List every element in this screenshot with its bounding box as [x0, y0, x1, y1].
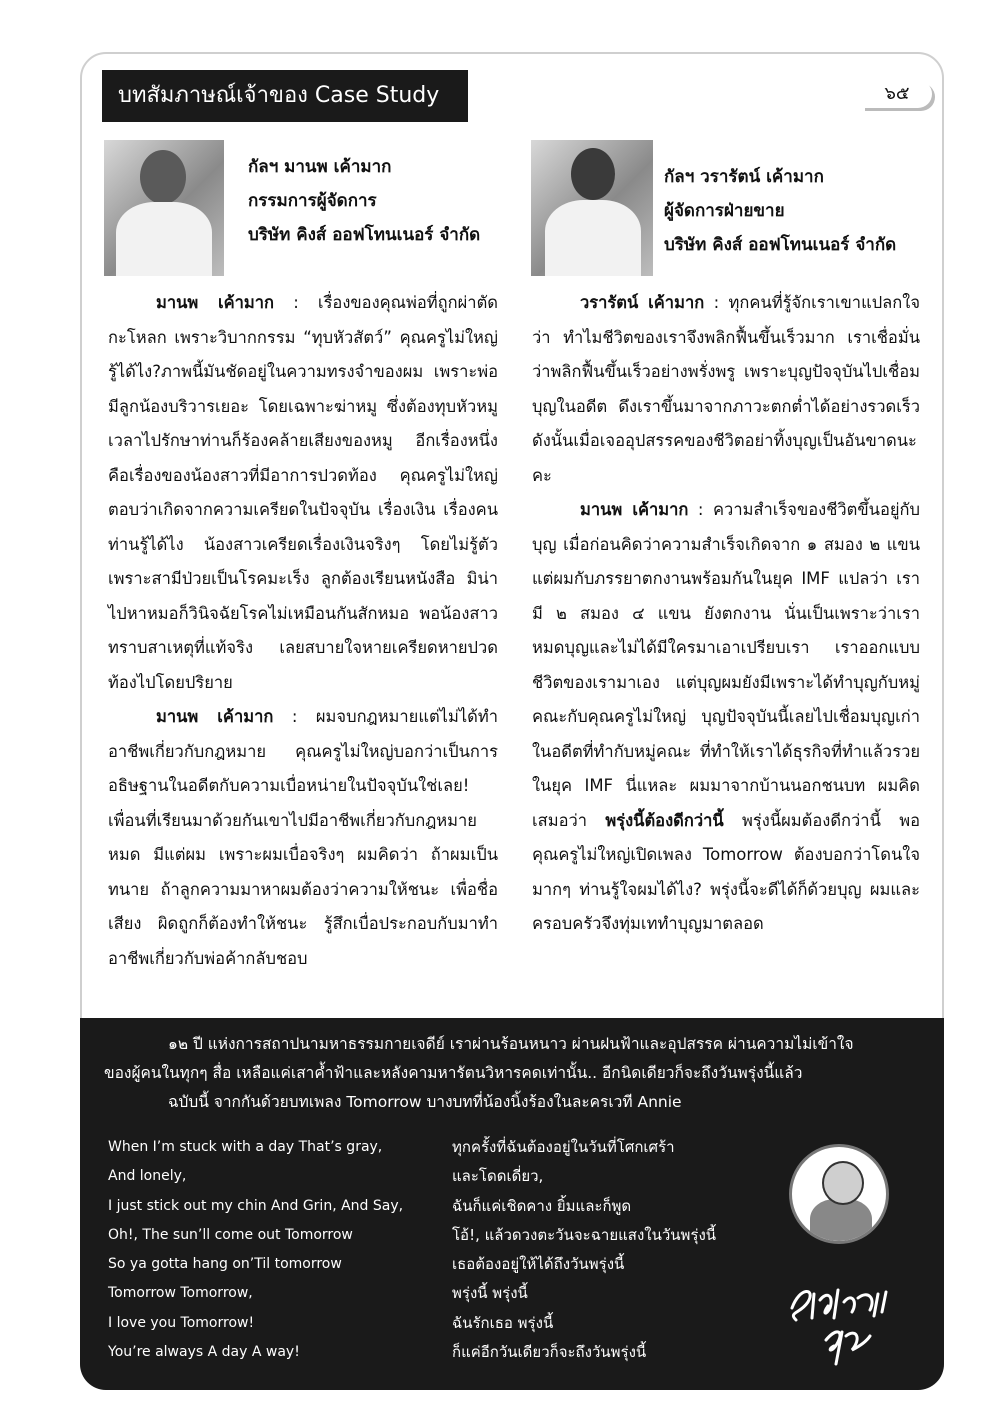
right-paragraph-1: วรารัตน์ เค้ามาก : ทุกคนที่รู้จักเราเขาแปลกใจว่า ทำไมชีวิตของเราจึงพลิกฟื้นขึ้นเร็วมาก เราเชื่อมั่นว่าพลิกฟื้นขึ้นเร็วอย่างพรั่งพรู เพราะบุญปัจจุบันไปเชื่อมบุญในอดีต ดึงเราขึ้นมาจากภาวะตกต่ำได้อย่างรวดเร็ว ดังนั้นเมื่อเจออุปสรรคของชีวิตอย่าทิ้งบุญเป็นอันขาดนะคะ — [532, 293, 921, 485]
left-paragraph-1: มานพ เค้ามาก : เรื่องของคุณพ่อที่ถูกผ่าตัดกะโหลก เพราะวิบากกรรม “ทุบหัวสัตว์” คุณครูไม่ใหญ่รู้ได้ไง?ภาพนี้มันชัดอยู่ในความทรงจำของผม เพราะพ่อมีลูกน้องบริวารเยอะ โดยเฉพาะฆ่าหมู ซึ่งต้องทุบหัวหมู เวลาไปรักษาท่านก็ร้องคล้ายเสียงของหมู อีกเรื่องหนึ่ง คือเรื่องของน้องสาวที่มีอาการปวดท้อง คุณครูไม่ใหญ่ตอบว่าเกิดจากความเครียดในปัจจุบัน เรื่องเงิน เรื่องคน ท่านรู้ได้ไง น้องสาวเครียดเรื่องเงินจริงๆ โดยไม่รู้ตัว เพราะสามีป่วยเป็นโรคมะเร็ง ลูกต้องเรียนหนังสือ มิน่าไปหาหมอก็วินิจฉัยโรคไม่เหมือนกันสักหมอ พอน้องสาวทราบสาเหตุที่แท้จริง เลยสบายใจหายเครียดหายปวดท้องไปโดยปริยาย — [108, 293, 498, 692]
right-profile-caption — [664, 160, 896, 262]
lyric-en-line: And lonely, — [108, 1168, 187, 1185]
left-profile-name: กัลฯ มานพ เค้ามาก — [248, 157, 392, 177]
page-number: ๖๕ — [862, 80, 932, 108]
lyric-en-line: Tomorrow Tomorrow, — [108, 1285, 253, 1302]
left-article-column — [108, 286, 498, 976]
lyric-en-line: When I’m stuck with a day That’s gray, — [108, 1139, 383, 1155]
left-profile-company: บริษัท คิงส์ ออฟโทนเนอร์ จำกัด — [248, 225, 481, 245]
left-profile-position: กรรมการผู้จัดการ — [248, 191, 377, 211]
lyric-th-line: ก็แค่อีกวันเดียวก็จะถึงวันพรุ่งนี้ — [452, 1343, 647, 1362]
lyric-th-line: เธอต้องอยู่ให้ได้ถึงวันพรุ่งนี้ — [452, 1255, 625, 1274]
caricature-icon — [789, 1144, 889, 1244]
woman-portrait-photo — [531, 140, 653, 276]
lyric-th-line: โอ้!, แล้วดวงตะวันจะฉายแสงในวันพรุ่งนี้ — [452, 1225, 717, 1244]
intro-line-2: ของผู้คนในทุกๆ สื่อ เหลือแค่เสาค้ำฟ้าและหลังคามหารัตนวิหารคดเท่านั้น.. อีกนิดเดียวก็จะถึงวันพรุ่งนี้แล้ว — [104, 1064, 803, 1082]
right-profile-position: ผู้จัดการฝ่ายขาย — [664, 201, 785, 221]
section-title: บทสัมภาษณ์เจ้าของ Case Study — [102, 70, 468, 122]
lyric-en-line: You’re always A day A way! — [108, 1344, 300, 1361]
right-profile-company: บริษัท คิงส์ ออฟโทนเนอร์ จำกัด — [664, 235, 897, 255]
lyric-th-line: และโดดเดี่ยว, — [452, 1167, 544, 1186]
lyric-en-line: I just stick out my chin And Grin, And Say, — [108, 1197, 404, 1214]
lyric-th-line: พรุ่งนี้ พรุ่งนี้ — [452, 1284, 528, 1303]
right-article-column — [532, 286, 920, 942]
speaker-name: มานพ เค้ามาก — [156, 707, 274, 726]
lyric-th-line: ทุกครั้งที่ฉันต้องอยู่ในวันที่โศกเศร้า — [452, 1138, 675, 1156]
speaker-name: วรารัตน์ เค้ามาก — [580, 293, 705, 312]
emphasis-text: พรุ่งนี้ต้องดีกว่านี้ — [605, 810, 724, 830]
left-profile-caption — [248, 150, 480, 252]
left-paragraph-2: มานพ เค้ามาก : ผมจบกฎหมายแต่ไม่ได้ทำอาชีพเกี่ยวกับกฎหมาย คุณครูไม่ใหญ่บอกว่าเป็นการอธิษฐานในอดีตกับความเบื่อหน่ายในปัจจุบันใช่เลย! เพื่อนที่เรียนมาด้วยกันเขาไปมีอาชีพเกี่ยวกับกฎหมายหมด มีแต่ผม เพราะผมเบื่อจริงๆ ผมคิดว่า ถ้าผมเป็นทนาย ถ้าลูกความมาหาผมต้องว่าความให้ชนะ เพื่อชื่อเสียง ผิดถูกก็ต้องทำให้ชนะ รู้สึกเบื่อประกอบกับมาทำอาชีพเกี่ยวกับพ่อค้ากลับชอบ — [108, 707, 498, 968]
footer-intro — [104, 1030, 922, 1117]
lyric-en-line: So ya gotta hang on’Til tomorrow — [108, 1256, 342, 1273]
signature-handwriting-icon — [786, 1280, 906, 1370]
lyrics-english — [108, 1133, 403, 1367]
lyric-th-line: ฉันก็แค่เชิดคาง ยิ้มและก็พูด — [452, 1196, 632, 1215]
lyric-th-line: ฉันรักเธอ พรุ่งนี้ — [452, 1313, 554, 1332]
lyric-en-line: Oh!, The sun’ll come out Tomorrow — [108, 1226, 353, 1243]
right-profile-name: กัลฯ วรารัตน์ เค้ามาก — [664, 167, 824, 187]
lyric-en-line: I love you Tomorrow! — [108, 1314, 255, 1331]
intro-line-1: ๑๒ ปี แห่งการสถาปนามหาธรรมกายเจดีย์ เราผ่านร้อนหนาว ผ่านฝนฟ้าและอุปสรรค ผ่านความไม่เข้าใจ — [168, 1035, 854, 1053]
intro-line-3: ฉบับนี้ จากกันด้วยบทเพลง Tomorrow บางบทที่น้องนิ้งร้องในละครเวที Annie — [168, 1093, 682, 1111]
right-paragraph-2: มานพ เค้ามาก : ความสำเร็จของชีวิตขึ้นอยู่กับบุญ เมื่อก่อนคิดว่าความสำเร็จเกิดจาก ๑ สมอง ๒ แขน แต่ผมกับภรรยาตกงานพร้อมกันในยุค IMF แปลว่า เรามี ๒ สมอง ๔ แขน ยังตกงาน นั่นเป็นเพราะว่าเราหมดบุญและไม่ได้มีใครมาเอาเปรียบเรา เราออกแบบชีวิตของเรามาเอง แต่บุญผมยังมีเพราะได้ทำบุญกับหมู่คณะกับคุณครูไม่ใหญ่ บุญปัจจุบันนี้เลยไปเชื่อมบุญเก่าในอดีตที่ทำกับหมู่คณะ ที่ทำให้เราได้ธุรกิจที่ทำแล้วรวยในยุค IMF นี่แหละ ผมมาจากบ้านนอกชนบท ผมคิดเสมอว่า พรุ่งนี้ต้องดีกว่านี้ พรุ่งนี้ผมต้องดีกว่านี้ พอคุณครูไม่ใหญ่เปิดเพลง Tomorrow ต้องบอกว่าโดนใจมากๆ ท่านรู้ใจผมได้ไง? พรุ่งนี้จะดีได้ก็ด้วยบุญ ผมและครอบครัวจึงทุ่มเททำบุญมาตลอด — [532, 500, 920, 933]
speaker-name: มานพ เค้ามาก — [156, 293, 275, 312]
lyrics-thai — [452, 1133, 716, 1367]
man-portrait-photo — [104, 140, 224, 276]
speaker-name: มานพ เค้ามาก — [580, 500, 689, 519]
